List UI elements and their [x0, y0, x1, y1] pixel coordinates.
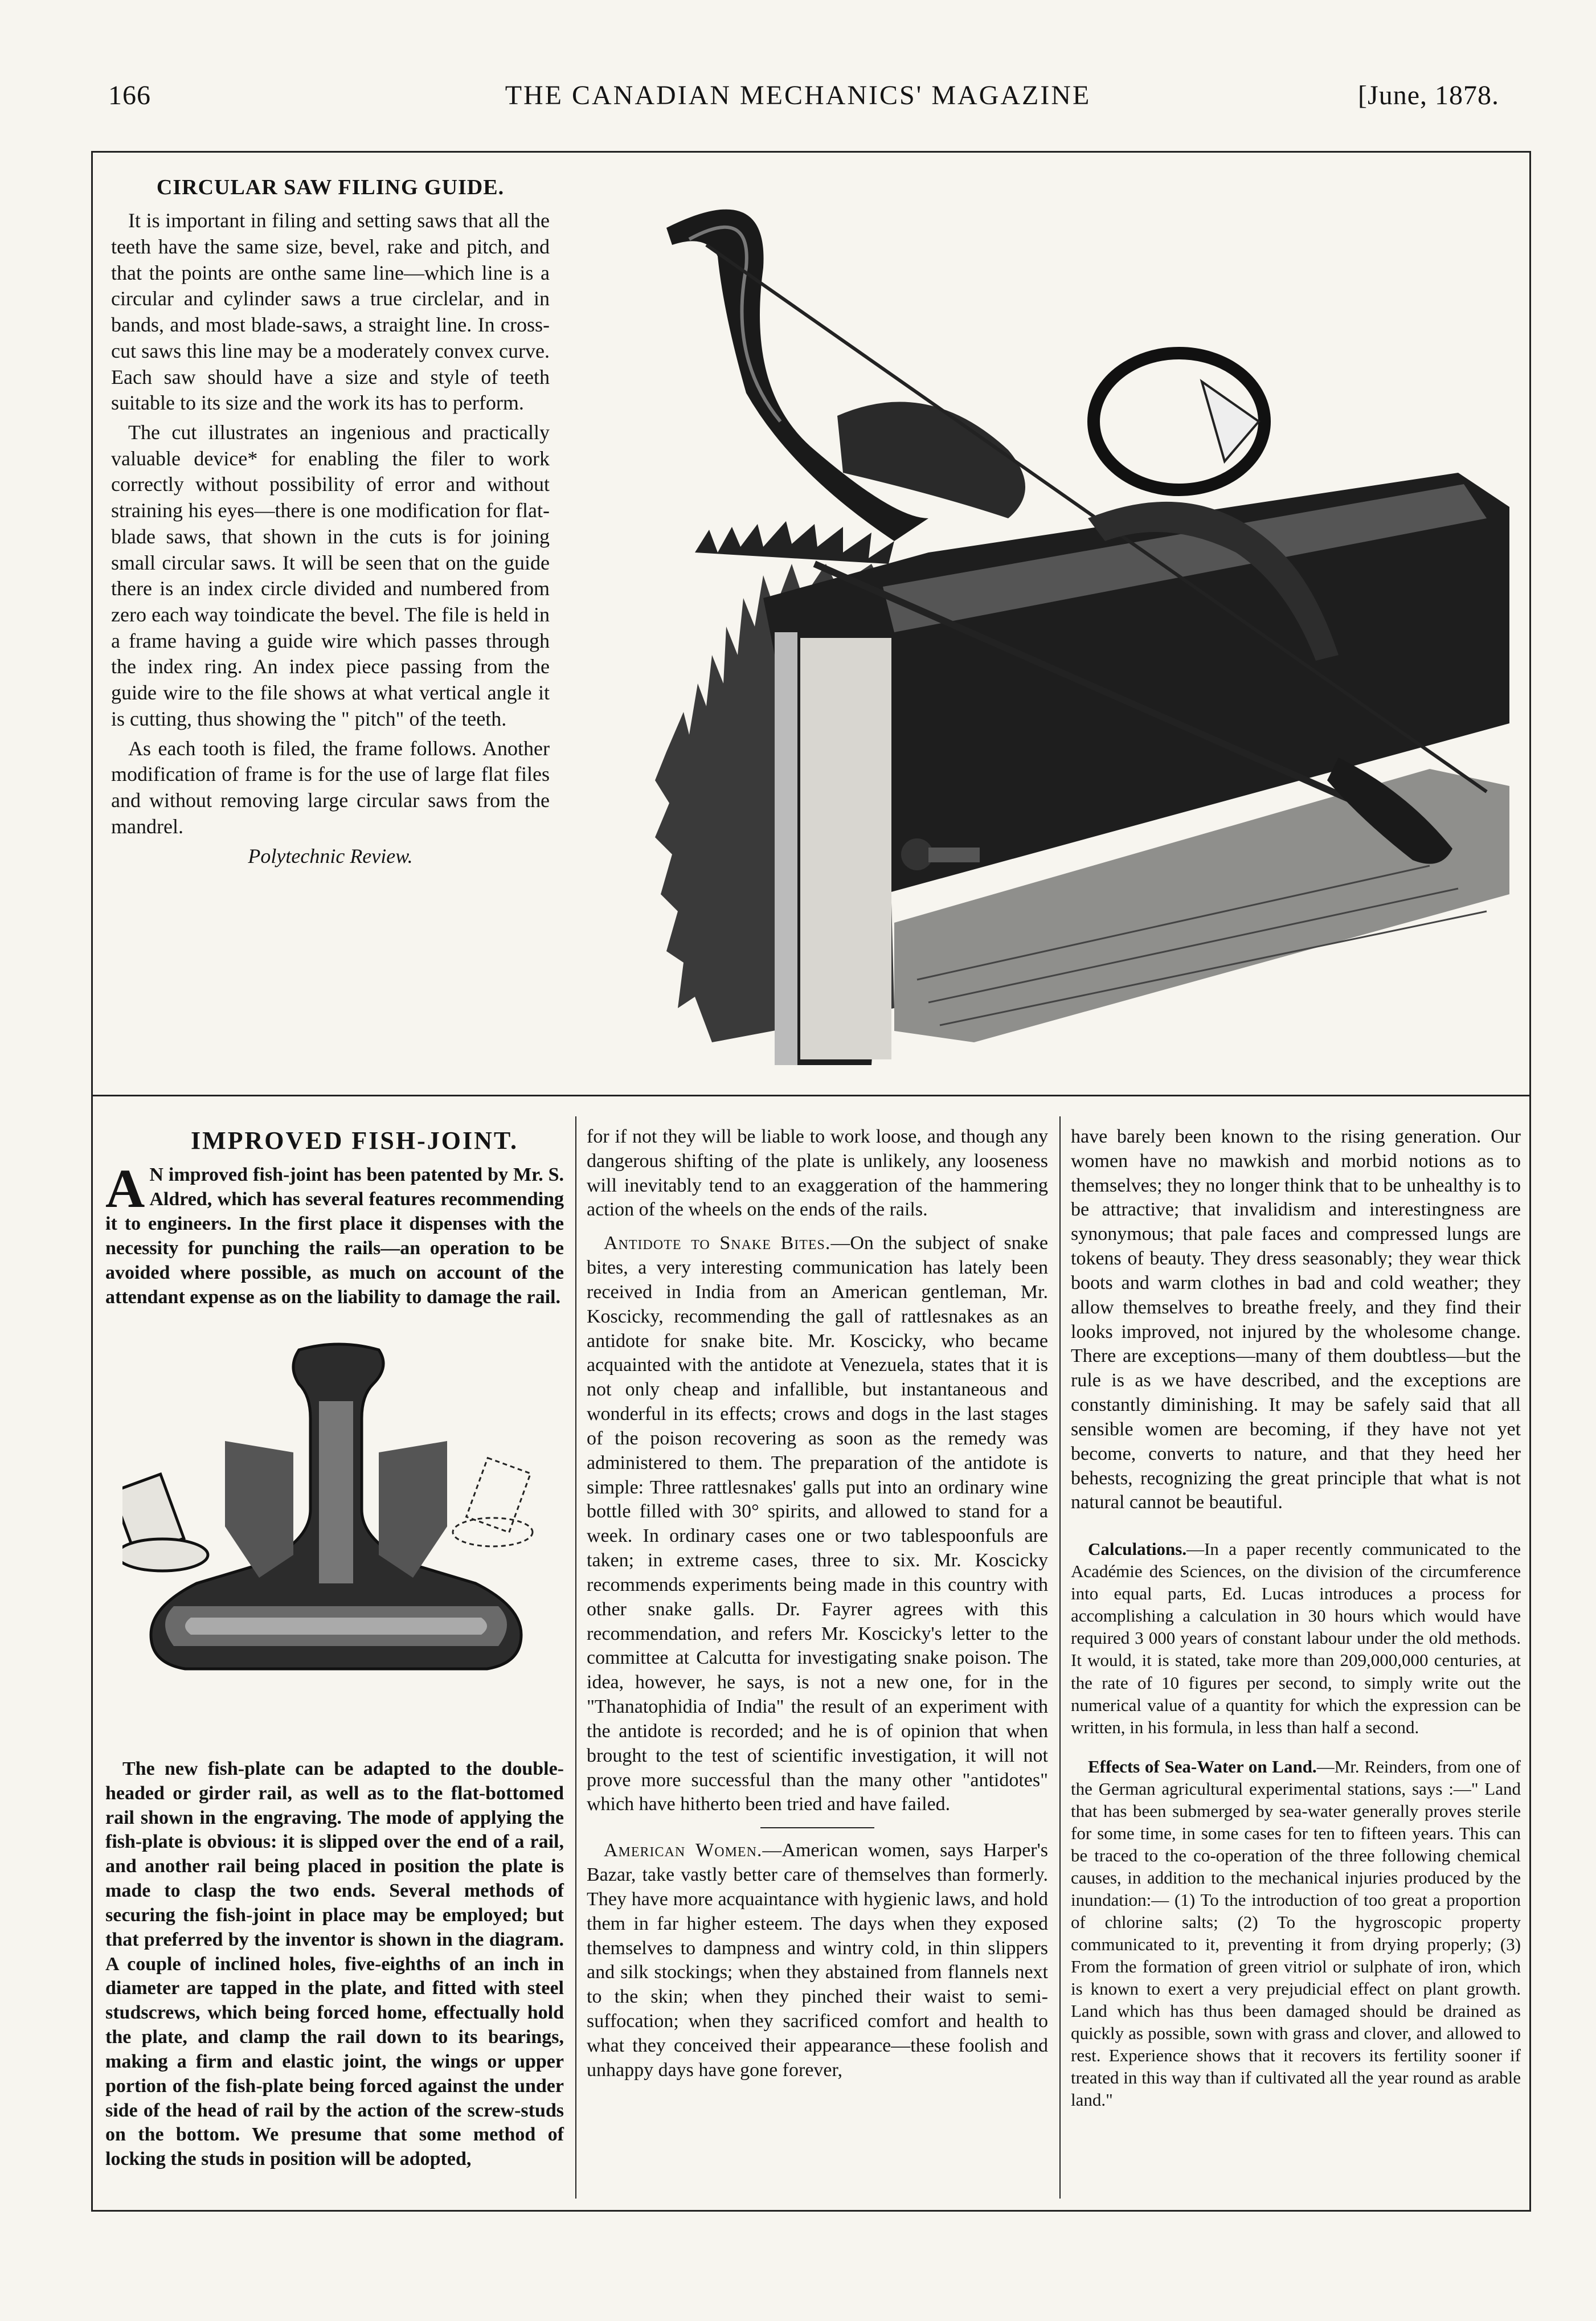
sea-water-paragraph	[1071, 1755, 1521, 2111]
middle-column	[587, 1125, 1048, 2086]
fish-joint-illustration	[122, 1338, 550, 1737]
sea-water-text: —Mr. Reinders, from one of the German agricultural experimental stations, says :—" Land that has been submerged by sea-water generally proves sterile for some time, in some cases for ten to fifteen years. This can be traced to the co-operation of the three following chemical causes, in addition to the mechanical injuries produced by the inundation:— (1) To the introduction of too great a proportion of chlorine salts; (2) To the hygroscopic property communicated to it, preventing it from drying properly; (3) From the formation of green vitriol or sulphate of iron, which is known to exert a very prejudicial effect on plant growth. Land which has thus been damaged should be drained as quickly as possible, sown with grass and clover, and allowed to rest. Experience shows that it recovers its fertility sooner if treated in this way than if cultivated all the year round as arable land."	[1071, 1756, 1521, 2110]
column-rule-2	[1059, 1116, 1061, 2199]
column-rule-1	[575, 1116, 576, 2199]
saw-paragraph-3: As each tooth is filed, the frame follows. Another modification of frame is for the use of large flat files and without removing large circular saws from the mandrel.	[111, 736, 550, 838]
issue-date: [June, 1878.	[1358, 80, 1499, 110]
fish-joint-heading: IMPROVED FISH-JOINT.	[191, 1127, 518, 1155]
snake-paragraph	[587, 1231, 1048, 1817]
women-heading: American Women.	[604, 1840, 763, 1861]
saw-paragraph-2: The cut illustrates an ingenious and practically valuable device* for enabling the filer to work correctly without possibility of error and without straining his eyes—there is one modification for flat-blade saws, that shown in the cuts is for joining small circular saws. It will be seen that on the guide there is an index circle divided and numbered from zero each way toindicate the bevel. The file is held in a frame having a guide wire which passes through the index ring. An index piece passing from the guide wire to the file shows at what vertical angle it is cutting, thus showing the " pitch" of the teeth.	[111, 421, 550, 730]
saw-article	[111, 174, 550, 869]
snake-heading: Antidote to Snake Bites.	[604, 1233, 831, 1254]
calculations-text: —In a paper recently communicated to the Académie des Sciences, on the division of the circumference into equal parts, Ed. Lucas introduces a process for accomplishing a calculation in 30 hours which would have required 3 000 years of constant labour under the old methods. It would, it is stated, take more than 209,000,000 centuries, at the rate of 10 figures per second, to simply write out the numerical value of a quantity for which the expression can be written, in his formula, in less than half a second.	[1071, 1539, 1521, 1737]
fish-joint-body: The new fish-plate can be adapted to the double-headed or girder rail, as well as to the flat-bottomed rail shown in the engraving. The mode of applying the fish-plate is obvious: it is slipped over the end of a rail, and another rail being placed in position the plate is made to clasp the two ends. Several methods of securing the fish-joint in place may be employed; but that preferred by the inventor is shown in the diagram. A couple of inclined holes, five-eighths of an inch in diameter are tapped in the plate, and fitted with steel studscrews, which being forced home, effectually hold the plate, and clamp the rail down to its bearings, making a firm and elastic joint, the wings or upper portion of the fish-plate being forced against the under side of the head of rail by the action of the screw-studs on the bottom. We presume that some method of locking the studs in position will be adopted,	[105, 1758, 564, 2170]
women-text: —American women, says Harper's Bazar, take vastly better care of themselves than formerly. They have more acquaintance with hygienic laws, and hold them in far higher esteem. The days when they exposed themselves to dampness and wintry cold, in thin slippers and silk stockings; when they abstained from flannels next to the skin; when they pinched their waist to semi-suffocation; when they sacrificed comfort and health to what they conceived their appearance—these foolish and unhappy days have gone forever,	[587, 1840, 1048, 2081]
saw-paragraph-1: It is important in filing and setting saws that all the teeth have the same size, bevel, rake and pitch, and that the points are onthe same line—which line is a circular and cylinder saws a true circlelar, and in bands, and most blade-saws, a straight line. In cross-cut saws this line may be a moderately convex curve. Each saw should have a size and style of teeth suitable to its size and the work its has to perform.	[111, 209, 550, 415]
fish-joint-intro	[105, 1158, 564, 1309]
saw-source: Polytechnic Review.	[248, 844, 413, 867]
snake-text: —On the subject of snake bites, a very interesting communication has lately been received in India from an American gentleman, Mr. Koscicky, recommending the gall of rattlesnakes as an antidote for snake bite. Mr. Koscicky, who became acquainted with the antidote at Venezuela, states that it is not only cheap and infallible, but instantaneous and wonderful in its effects; crows and dogs in the last stages of the poison recovering as soon as the remedy was administered to them. The preparation of the antidote is simple: Three rattlesnakes' galls put into an ordinary wine bottle filled with 30° spirits, and allowed to stand for a week. In ordinary cases one or two tablespoonfuls are taken; in extreme cases, three to six. Mr. Koscicky recommends experiments being made in this country with other snake galls. Dr. Fayrer agrees with this recommendation, and refers Mr. Koscicky's letter to the committee at Calcutta for investigating snake poison. The idea, however, he says, is not a new one, for in the "Thanatophidia of India" the result of an experiment with the antidote is recorded; and he is of opinion that when brought to the test of scientific investigation, it will not prove more successful than the many other "antidotes" which have hitherto been tried and have failed.	[587, 1233, 1048, 1815]
running-header	[0, 80, 1596, 125]
section-divider	[760, 1827, 874, 1828]
fish-joint-body-column	[105, 1757, 564, 2175]
calculations-paragraph	[1071, 1538, 1521, 1738]
women-continuation: have barely been known to the rising generation. Our women have no mawkish and morbid notions as to themselves; they no longer think that to be unhealthy is to be attractive; that invalidism and interestingness are synonymous; that pale faces and compressed lungs are tokens of beauty. They dress seasonably; they wear thick boots and warm clothes in bad and cold weather; they allow themselves to breathe freely, and they find their looks improved, not injured by the wholesome change. There are exceptions—many of them doubtless—but the rule is as we have described, and the exceptions are constantly diminishing. It may be safely said that all sensible women are becoming, if they have not yet become, converts to nature, and that they heed her behests, recognizing the great principle that what is not natural cannot be beautiful.	[1071, 1126, 1521, 1513]
calculations-heading: Calculations.	[1088, 1539, 1187, 1559]
sea-water-heading: Effects of Sea-Water on Land.	[1088, 1756, 1317, 1776]
women-paragraph	[587, 1839, 1048, 2082]
saw-article-heading: CIRCULAR SAW FILING GUIDE.	[156, 175, 505, 199]
page-number: 166	[108, 80, 151, 110]
fish-joint-intro-text: N improved fish-joint has been patented by Mr. S. Aldred, which has several features recommending it to engineers. In the first place it dispenses with the necessity for punching the rails—an operation to be avoided where possible, as much on account of the attendant expense as on the liability to damage the rail.	[105, 1164, 564, 1308]
magazine-title: THE CANADIAN MECHANICS' MAGAZINE	[505, 80, 1091, 110]
saw-filing-guide-illustration	[575, 154, 1527, 1088]
fish-joint-continuation: for if not they will be liable to work loose, and though any dangerous shifting of the plate is unlikely, any looseness will inevitably tend to an exaggeration of the hammering action of the wheels on the ends of the rails.	[587, 1126, 1048, 1221]
right-column	[1071, 1125, 1521, 2114]
drop-cap: A	[105, 1158, 145, 1219]
fish-joint-article	[105, 1125, 564, 1313]
